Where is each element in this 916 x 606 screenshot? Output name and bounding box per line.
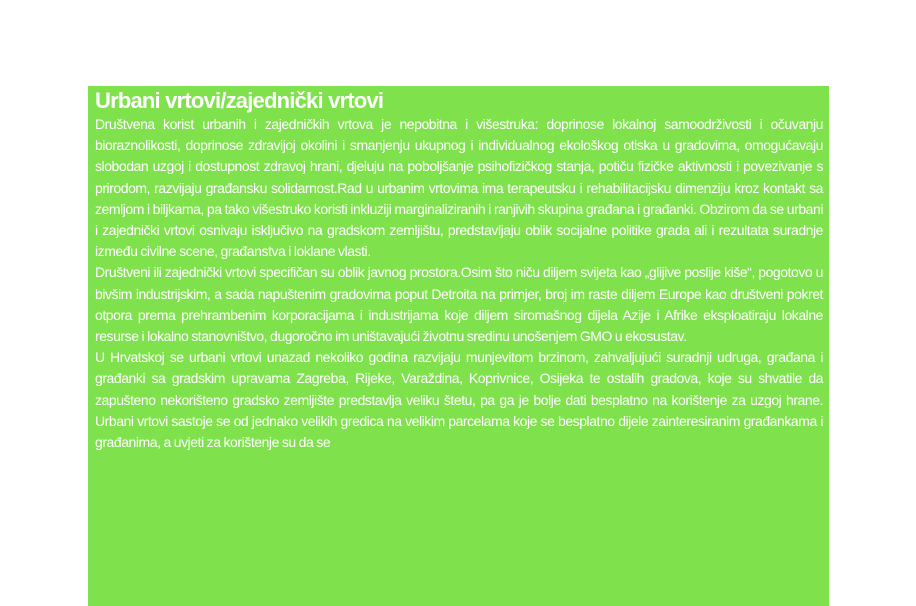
article-paragraph-3: U Hrvatskoj se urbani vrtovi unazad nekoliko godina razvijaju munjevitom brzinom, zahvaljujući suradnji udruga, građana i građanki sa gradskim upravama Zagreba, Rijeke, Varaždina, Koprivnice, Osijeka te ostalih gradova, koje su shvatile da zapušteno nekorišteno gradsko zemljište predstavlja veliku štetu, pa ga je bolje dati besplatno na korištenje za uzgoj hrane. Urbani vrtovi sastoje se od jednako velikih gredica na velikim parcelama koje se besplatno dijele zainteresiranim građankama i građanima, a uvjeti za korištenje su da se [95,349,823,451]
article-paragraph-2: Društveni ili zajednički vrtovi specifičan su oblik javnog prostora.Osim što niču diljem svijeta kao „glijive poslije kiše“, pogotovo u bivšim industrijskim, a sada napuštenim gradovima poput Detroita na primjer, broj im raste diljem Europe kao društveni pokret otpora prema prehrambenim korporacijama i industrijama koje diljem siromašnog dijela Azije i Afrike eksploatiraju lokalne resurse i lokalno stanovništvo, dugoročno im uništavajući životnu sredinu unošenjem GMO u ekosustav. [95,264,823,345]
article-paragraph-1: Društvena korist urbanih i zajedničkih vrtova je nepobitna i višestruka: doprinose lokalnoj samoodrživosti i očuvanju bioraznolikosti, doprinose zdravijoj okolini i smanjenju ukupnog i individualnog ekološkog otiska u gradovima, omogućavaju slobodan uzgoj i dostupnost zdravoj hrani, djeluju na poboljšanje psihofizičkog stanja, potiču fizičke aktivnosti i povezivanje s prirodom, razvijaju građansku solidarnost.Rad u urbanim vrtovima ima terapeutsku i rehabilitacijsku dimenziju kroz kontakt sa zemljom i biljkama, pa tako višestruko koristi inkluziji marginaliziranih i ranjivih skupina građana i građanki. Obzirom da se urbani i zajednički vrtovi osnivaju isključivo na gradskom zemljištu, predstavljaju oblik socijalne politike grada ali i rezultata suradnje između civilne scene, građanstva i loklane vlasti. [95,116,823,260]
article-title: Urbani vrtovi/zajednički vrtovi [95,88,384,113]
article-box [88,86,829,606]
